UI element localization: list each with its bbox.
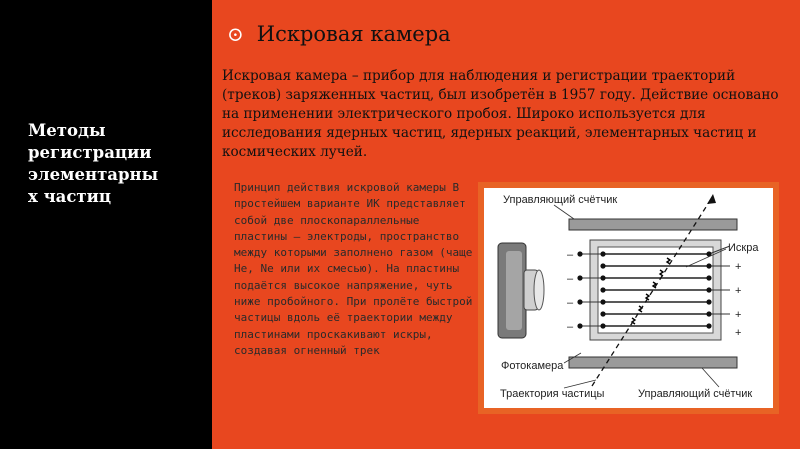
svg-text:+: + <box>735 261 742 273</box>
slide-title: Искровая камера <box>256 22 451 46</box>
camera-icon <box>498 243 544 338</box>
svg-text:–: – <box>567 297 574 309</box>
top-counter-plate <box>569 219 737 230</box>
svg-text:+: + <box>735 309 742 321</box>
top-counter-label: Управляющий счётчик <box>503 194 618 206</box>
section-title: Методы регистрации элементарны х частиц <box>28 121 159 206</box>
camera-label: Фотокамера <box>501 360 564 372</box>
principle-paragraph: Принцип действия искровой камеры В простейшем варианте ИК представляет собой две плоскопараллельные пластины — электроды, пространство между которыми заполнено газом (чаще He, Ne или их смесью). На пластины подаётся высокое напряжение, чуть ниже пробойного. При пролёте быстрой частицы вдоль её траектории между пластинами проскакивают искры, создавая огненный трек <box>234 181 473 357</box>
circle-bullet-icon: ⊙ <box>227 22 244 46</box>
svg-text:–: – <box>567 249 574 261</box>
svg-text:+: + <box>735 327 742 339</box>
svg-text:–: – <box>567 273 574 285</box>
trajectory-arrow-icon <box>707 194 716 204</box>
svg-text:+: + <box>735 285 742 297</box>
svg-text:–: – <box>567 321 574 333</box>
spark-chamber-diagram <box>484 188 773 408</box>
slide-header <box>227 22 451 46</box>
left-panel <box>0 0 212 449</box>
trajectory-label: Траектория частицы <box>500 388 605 400</box>
bottom-counter-label: Управляющий счётчик <box>638 388 753 400</box>
spark-label: Искра <box>728 242 759 254</box>
intro-paragraph: Искровая камера – прибор для наблюдения и регистрации траекторий (треков) заряженных частиц, был изобретён в 1957 году. Действие основано на применении электрического пробоя. Широко используется для исследования ядерных частиц, ядерных реакций, элементарных частиц и космических лучей. <box>222 68 779 160</box>
bottom-counter-plate <box>569 357 737 368</box>
